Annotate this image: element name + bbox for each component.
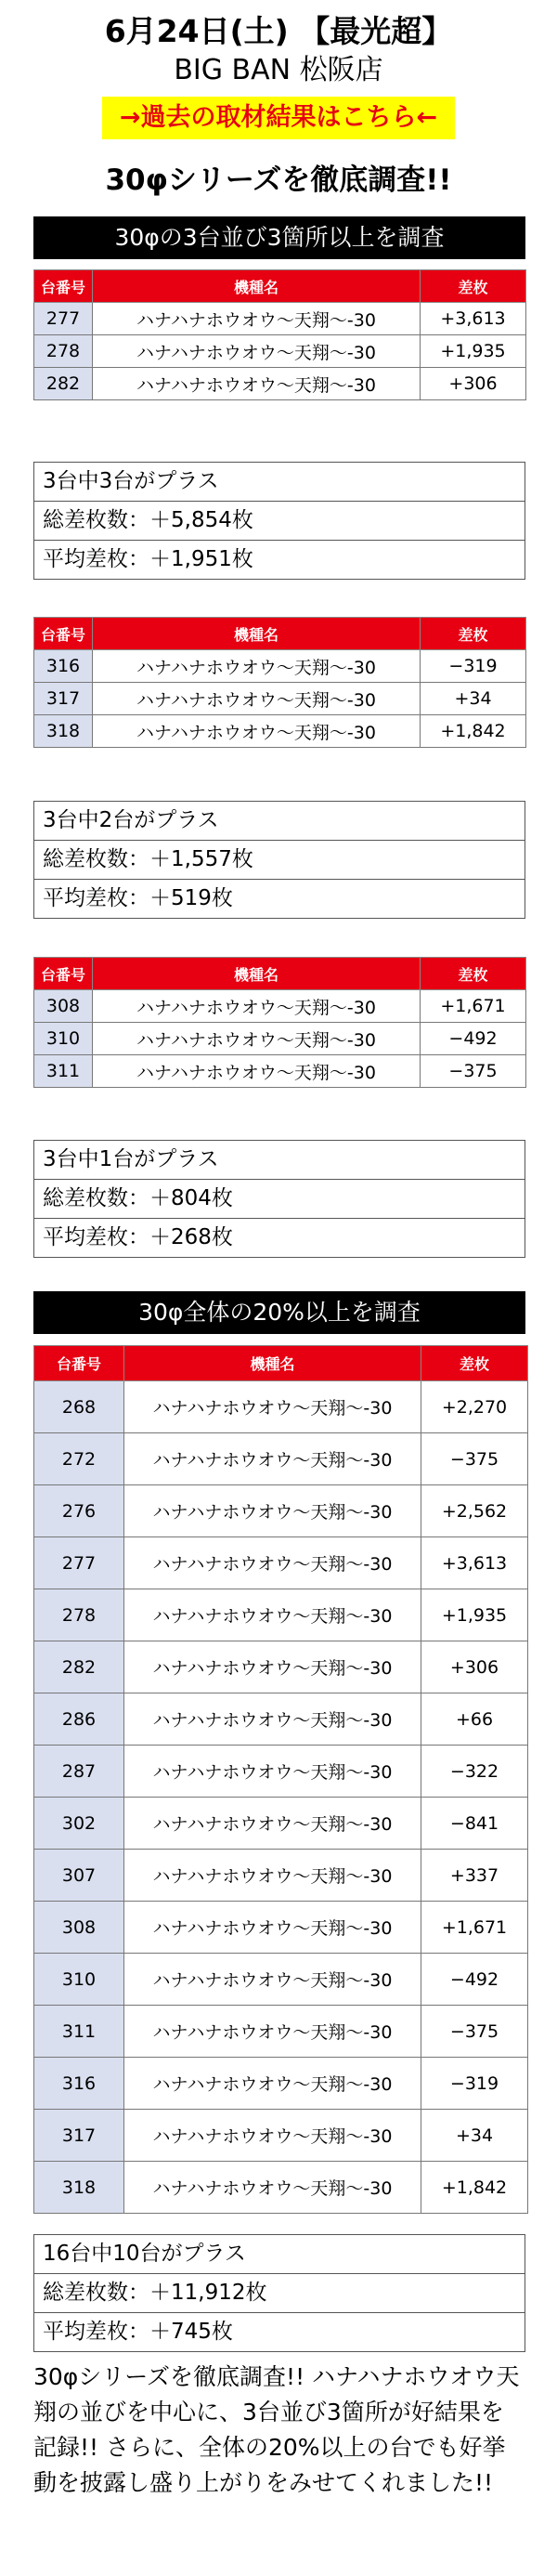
group2-summary: [33, 801, 525, 919]
summary-plus-count: 3台中2台がプラス: [43, 808, 219, 832]
table-row: [34, 2058, 528, 2110]
col-header-diff: 差枚: [421, 1346, 528, 1381]
group2-table: [33, 617, 526, 748]
table-row: [34, 1641, 528, 1693]
cell-diff: −319: [421, 650, 526, 683]
cell-machine: ハナハナホウオウ〜天翔〜-30: [124, 1746, 421, 1798]
cell-no: 316: [34, 2058, 124, 2110]
cell-no: 318: [34, 2162, 124, 2214]
table-row: [34, 1023, 526, 1055]
table-row: [34, 683, 526, 715]
table-row: [34, 2006, 528, 2058]
cell-no: 317: [34, 683, 93, 715]
cell-no: 311: [34, 1055, 93, 1088]
cell-no: 282: [34, 368, 93, 400]
cell-diff: +1,671: [421, 1902, 528, 1954]
cell-diff: +337: [421, 1850, 528, 1902]
cell-diff: −322: [421, 1746, 528, 1798]
table-row: [34, 715, 526, 748]
summary-average: 平均差枚：＋745枚: [34, 2312, 525, 2351]
col-header-machine: 機種名: [93, 958, 421, 990]
table-row: [34, 1537, 528, 1589]
col-header-no: 台番号: [34, 270, 93, 303]
summary-total: 総差枚数：＋804枚: [34, 1179, 525, 1218]
cell-diff: +1,842: [421, 715, 526, 748]
table-row: [34, 1954, 528, 2006]
cell-no: 318: [34, 715, 93, 748]
cell-machine: ハナハナホウオウ〜天翔〜-30: [93, 1023, 421, 1055]
cell-no: 282: [34, 1641, 124, 1693]
cell-diff: +2,270: [421, 1381, 528, 1433]
summary-plus-count: 3台中1台がプラス: [43, 1147, 219, 1171]
cell-diff: +2,562: [421, 1485, 528, 1537]
table-row: [34, 1850, 528, 1902]
all-machines-table: [33, 1345, 528, 2214]
cell-machine: ハナハナホウオウ〜天翔〜-30: [124, 1641, 421, 1693]
cell-diff: +1,842: [421, 2162, 528, 2214]
cell-no: 310: [34, 1023, 93, 1055]
cell-no: 276: [34, 1485, 124, 1537]
cell-diff: +3,613: [421, 303, 526, 335]
main-heading: 30φシリーズを徹底調査!!: [105, 163, 452, 197]
cell-diff: +66: [421, 1693, 528, 1746]
cell-no: 268: [34, 1381, 124, 1433]
cell-machine: ハナハナホウオウ〜天翔〜-30: [93, 368, 421, 400]
section2-title-bar: 30φ全体の20%以上を調査: [33, 1291, 525, 1334]
cell-machine: ハナハナホウオウ〜天翔〜-30: [93, 683, 421, 715]
cell-no: 307: [34, 1850, 124, 1902]
cell-no: 317: [34, 2110, 124, 2162]
summary-average: 平均差枚：＋1,951枚: [34, 540, 525, 579]
cell-no: 286: [34, 1693, 124, 1746]
cell-diff: −319: [421, 2058, 528, 2110]
cell-diff: −841: [421, 1798, 528, 1850]
cell-machine: ハナハナホウオウ〜天翔〜-30: [124, 1537, 421, 1589]
table-row: [34, 1433, 528, 1485]
past-results-link[interactable]: →過去の取材結果はこちら←: [102, 97, 455, 139]
cell-machine: ハナハナホウオウ〜天翔〜-30: [124, 1381, 421, 1433]
cell-no: 278: [34, 335, 93, 368]
cell-no: 272: [34, 1433, 124, 1485]
col-header-machine: 機種名: [93, 270, 421, 303]
group3-summary: [33, 1140, 525, 1258]
summary-total: 総差枚数：＋5,854枚: [34, 501, 525, 540]
col-header-machine: 機種名: [124, 1346, 421, 1381]
group1-summary: [33, 462, 525, 580]
cell-machine: ハナハナホウオウ〜天翔〜-30: [93, 303, 421, 335]
table-row: [34, 2110, 528, 2162]
cell-diff: −492: [421, 1954, 528, 2006]
section1-title-bar: 30φの3台並び3箇所以上を調査: [33, 216, 525, 259]
cell-machine: ハナハナホウオウ〜天翔〜-30: [93, 990, 421, 1023]
table-row: [34, 368, 526, 400]
col-header-machine: 機種名: [93, 618, 421, 650]
cell-no: 308: [34, 1902, 124, 1954]
group1-table: [33, 269, 526, 400]
cell-machine: ハナハナホウオウ〜天翔〜-30: [124, 2110, 421, 2162]
cell-diff: +1,671: [421, 990, 526, 1023]
table-row: [34, 1798, 528, 1850]
table-row: [34, 1902, 528, 1954]
cell-no: 277: [34, 1537, 124, 1589]
cell-diff: +306: [421, 1641, 528, 1693]
cell-machine: ハナハナホウオウ〜天翔〜-30: [93, 650, 421, 683]
cell-diff: +34: [421, 683, 526, 715]
cell-machine: ハナハナホウオウ〜天翔〜-30: [124, 1693, 421, 1746]
cell-no: 277: [34, 303, 93, 335]
cell-diff: +34: [421, 2110, 528, 2162]
cell-machine: ハナハナホウオウ〜天翔〜-30: [93, 1055, 421, 1088]
table-row: [34, 1589, 528, 1641]
col-header-no: 台番号: [34, 618, 93, 650]
summary-plus-count: 3台中3台がプラス: [43, 469, 219, 493]
table-row: [34, 1381, 528, 1433]
table-row: [34, 1485, 528, 1537]
cell-no: 287: [34, 1746, 124, 1798]
cell-diff: +3,613: [421, 1537, 528, 1589]
date-title: 6月24日(土) 【最光超】: [104, 13, 453, 49]
cell-diff: −375: [421, 1055, 526, 1088]
cell-diff: −375: [421, 1433, 528, 1485]
table-row: [34, 1055, 526, 1088]
cell-machine: ハナハナホウオウ〜天翔〜-30: [124, 1798, 421, 1850]
cell-machine: ハナハナホウオウ〜天翔〜-30: [124, 2006, 421, 2058]
summary-average: 平均差枚：＋519枚: [34, 879, 525, 918]
table-row: [34, 1746, 528, 1798]
summary-total: 総差枚数：＋1,557枚: [34, 840, 525, 879]
cell-diff: +306: [421, 368, 526, 400]
cell-diff: +1,935: [421, 1589, 528, 1641]
table-row: [34, 2162, 528, 2214]
cell-diff: +1,935: [421, 335, 526, 368]
table-row: [34, 650, 526, 683]
cell-no: 311: [34, 2006, 124, 2058]
col-header-diff: 差枚: [421, 270, 526, 303]
cell-machine: ハナハナホウオウ〜天翔〜-30: [124, 1850, 421, 1902]
col-header-diff: 差枚: [421, 958, 526, 990]
cell-no: 316: [34, 650, 93, 683]
cell-machine: ハナハナホウオウ〜天翔〜-30: [124, 1589, 421, 1641]
cell-machine: ハナハナホウオウ〜天翔〜-30: [124, 2058, 421, 2110]
cell-no: 310: [34, 1954, 124, 2006]
all-machines-summary: [33, 2234, 525, 2352]
cell-machine: ハナハナホウオウ〜天翔〜-30: [124, 1954, 421, 2006]
cell-diff: −375: [421, 2006, 528, 2058]
closing-paragraph: 30φシリーズを徹底調査!! ハナハナホウオウ天翔の並びを中心に、3台並び3箇所が好結果を記録!! さらに、全体の20%以上の台でも好挙動を披露し盛り上がりをみせてくれました!!: [33, 2363, 520, 2496]
cell-machine: ハナハナホウオウ〜天翔〜-30: [93, 335, 421, 368]
group3-table: [33, 957, 526, 1088]
summary-average: 平均差枚：＋268枚: [34, 1218, 525, 1257]
cell-no: 278: [34, 1589, 124, 1641]
cell-no: 302: [34, 1798, 124, 1850]
cell-machine: ハナハナホウオウ〜天翔〜-30: [124, 1902, 421, 1954]
cell-machine: ハナハナホウオウ〜天翔〜-30: [124, 1485, 421, 1537]
cell-no: 308: [34, 990, 93, 1023]
cell-machine: ハナハナホウオウ〜天翔〜-30: [124, 1433, 421, 1485]
col-header-diff: 差枚: [421, 618, 526, 650]
cell-machine: ハナハナホウオウ〜天翔〜-30: [93, 715, 421, 748]
table-row: [34, 990, 526, 1023]
table-row: [34, 303, 526, 335]
col-header-no: 台番号: [34, 1346, 124, 1381]
table-row: [34, 1693, 528, 1746]
cell-diff: −492: [421, 1023, 526, 1055]
store-name: BIG BAN 松阪店: [174, 54, 383, 86]
summary-plus-count: 16台中10台がプラス: [43, 2242, 246, 2266]
table-row: [34, 335, 526, 368]
col-header-no: 台番号: [34, 958, 93, 990]
summary-total: 総差枚数：＋11,912枚: [34, 2273, 525, 2312]
cell-machine: ハナハナホウオウ〜天翔〜-30: [124, 2162, 421, 2214]
